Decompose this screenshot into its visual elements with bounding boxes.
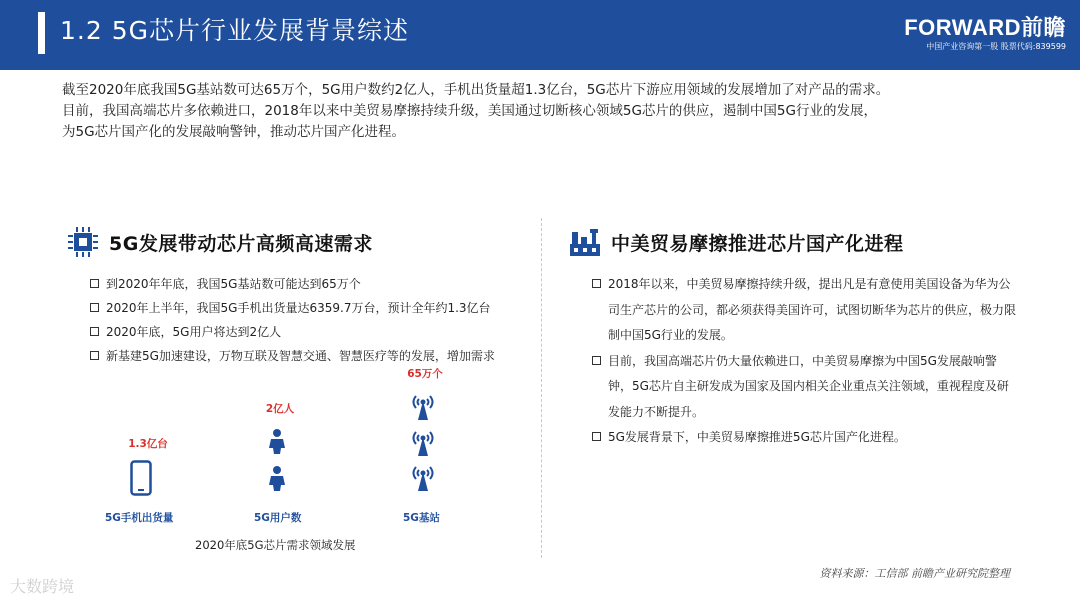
left-section-title: 5G发展带动芯片高频高速需求 (109, 232, 373, 255)
antenna-icon (408, 392, 438, 422)
intro-paragraph: 为5G芯片国产化的发展敲响警钟，推动芯片国产化进程。 (62, 124, 406, 140)
section-divider (541, 218, 542, 558)
list-item-text: 新基建5G加速建设，万物互联及智慧交通、智慧医疗等的发展，增加需求 (106, 349, 495, 363)
list-item-text: 2020年底，5G用户将达到2亿人 (106, 325, 282, 339)
list-item (90, 320, 520, 344)
users-stat-value (252, 401, 308, 416)
list-item-text: 5G发展背景下，中美贸易摩擦推进5G芯片国产化进程。 (608, 430, 906, 444)
infographic-caption: 2020年底5G芯片需求领域发展 (195, 538, 356, 552)
right-section (567, 222, 1027, 451)
checkbox-bullet-icon (90, 279, 99, 288)
intro-text (62, 80, 1042, 143)
phone-value: 1.3亿台 (128, 438, 168, 450)
stations-label: 5G基站 (403, 512, 440, 524)
checkbox-bullet-icon (90, 351, 99, 360)
person-icon (268, 465, 286, 491)
list-item (90, 296, 520, 320)
checkbox-bullet-icon (90, 327, 99, 336)
left-bullet-list (90, 272, 520, 368)
left-section (65, 222, 535, 368)
title-accent-bar (38, 12, 45, 54)
antenna-icon (408, 463, 438, 493)
factory-icon (567, 224, 603, 260)
list-item-text: 2018年以来，中美贸易摩擦持续升级，提出凡是有意使用美国设备为华为公司生产芯片的公司，都必须获得美国许可，试图切断华为芯片的供应，极力限制中国5G行业的发展。 (608, 277, 1017, 342)
list-item (592, 349, 1017, 426)
phone-stat-value (118, 436, 178, 451)
list-item (90, 272, 520, 296)
title-bar (0, 0, 1080, 70)
right-section-header (567, 222, 1027, 262)
brand-subtitle: 中国产业咨询第一股 股票代码:839599 (926, 42, 1066, 51)
users-value: 2亿人 (265, 403, 295, 415)
list-item (592, 425, 1017, 451)
person-icon (268, 428, 286, 454)
brand-logo-text: FORWARD前瞻 (904, 15, 1066, 40)
left-section-header (65, 222, 535, 262)
list-item (592, 272, 1017, 349)
intro-paragraph: 目前，我国高端芯片多依赖进口，2018年以来中美贸易摩擦持续升级，美国通过切断核心领域5G芯片的供应，遏制中国5G行业的发展， (62, 103, 877, 119)
checkbox-bullet-icon (592, 432, 601, 441)
checkbox-bullet-icon (90, 303, 99, 312)
checkbox-bullet-icon (592, 356, 601, 365)
right-bullet-list (592, 272, 1017, 451)
right-section-title: 中美贸易摩擦推进芯片国产化进程 (611, 232, 904, 255)
phone-label: 5G手机出货量 (105, 512, 174, 524)
corner-watermark: 大数跨境 (10, 577, 75, 596)
brand-logo (904, 16, 1066, 53)
users-label: 5G用户数 (254, 512, 302, 524)
phone-icon (130, 460, 152, 496)
page-title: 1.2 5G芯片行业发展背景综述 (60, 16, 409, 45)
list-item-text: 目前，我国高端芯片仍大量依赖进口，中美贸易摩擦为中国5G发展敲响警钟，5G芯片自主研发成为国家及国内相关企业重点关注领域，重视程度及研发能力不断提升。 (608, 353, 1009, 419)
stations-stat-value (395, 366, 455, 381)
list-item-text: 到2020年年底，我国5G基站数可能达到65万个 (106, 277, 361, 291)
antenna-icon (408, 428, 438, 458)
intro-paragraph: 截至2020年底我国5G基站数可达65万个，5G用户数约2亿人，手机出货量超1.3亿台，5G芯片下游应用领域的发展增加了对产品的需求。 (62, 82, 890, 98)
source-note: 资料来源：工信部 前瞻产业研究院整理 (819, 567, 1010, 580)
stations-value: 65万个 (407, 368, 443, 380)
list-item-text: 2020年上半年，我国5G手机出货量达6359.7万台，预计全年约1.3亿台 (106, 301, 491, 315)
chip-icon (65, 224, 101, 260)
checkbox-bullet-icon (592, 279, 601, 288)
list-item (90, 344, 520, 368)
